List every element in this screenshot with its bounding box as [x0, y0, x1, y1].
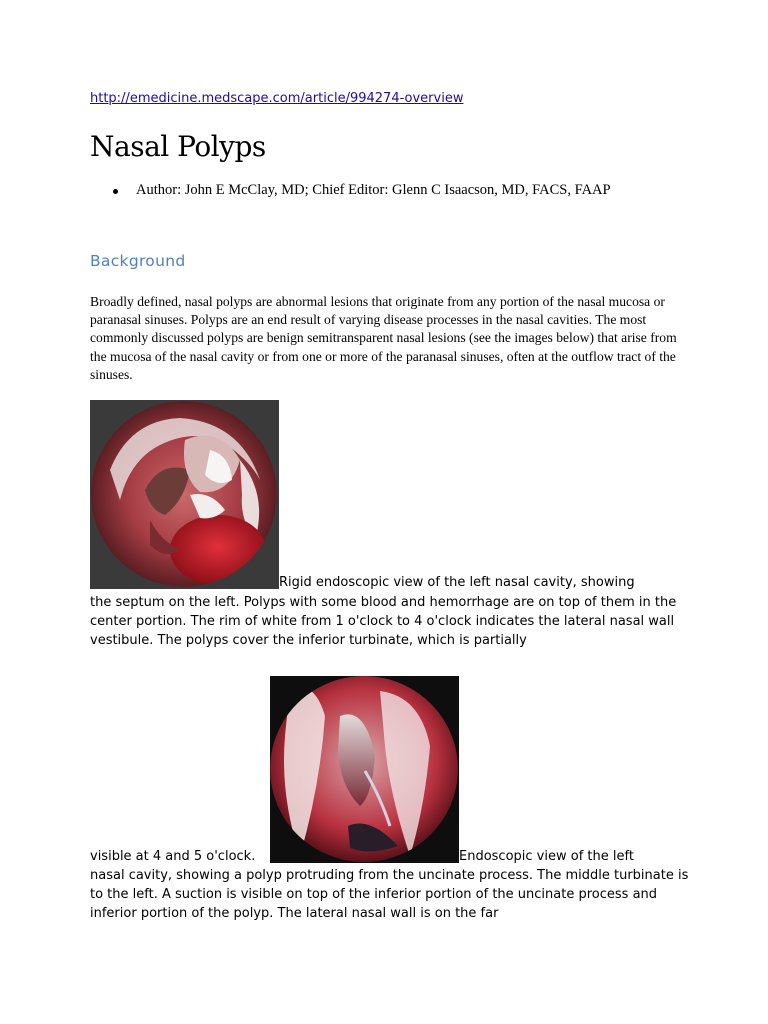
section-heading-background: Background [90, 252, 186, 270]
background-paragraph: Broadly defined, nasal polyps are abnormal lesions that originate from any portion of the nasal mucosa or paranasal sinuses. Polyps are an end result of varying disease processes in the nasal cavities. The most commonly discussed polyps are benign semitransparent nasal lesions (see the images below) that arise from the mucosa of the nasal cavity or from one or more of the paranasal sinuses, often at the outflow tract of the sinuses. [90, 294, 677, 382]
figure1-caption-end: visible at 4 and 5 o'clock. [90, 849, 256, 864]
figure2-caption-rest: nasal cavity, showing a polyp protruding from the uncinate process. The middle turbinate is to the left. A suction is visible on top of the inferior portion of the uncinate process and inferior portion of the polyp. The lateral nasal wall is on the far [90, 868, 689, 921]
author-list [90, 182, 611, 199]
author-list-item: Author: John E McClay, MD; Chief Editor: Glenn C Isaacson, MD, FACS, FAAP [90, 182, 611, 199]
figure1-caption-start: Rigid endoscopic view of the left nasal cavity, showing [279, 575, 635, 590]
endoscopic-image-1 [90, 400, 279, 589]
page-title: Nasal Polyps [90, 130, 266, 163]
source-link[interactable]: http://emedicine.medscape.com/article/994274-overview [90, 91, 464, 106]
figure1-caption-rest: the septum on the left. Polyps with some blood and hemorrhage are on top of them in the center portion. The rim of white from 1 o'clock to 4 o'clock indicates the lateral nasal wall vestibule. The polyps cover the inferior turbinate, which is partially [90, 595, 677, 648]
endoscopic-image-2 [270, 676, 459, 863]
figure2-caption-start: Endoscopic view of the left [459, 849, 634, 864]
